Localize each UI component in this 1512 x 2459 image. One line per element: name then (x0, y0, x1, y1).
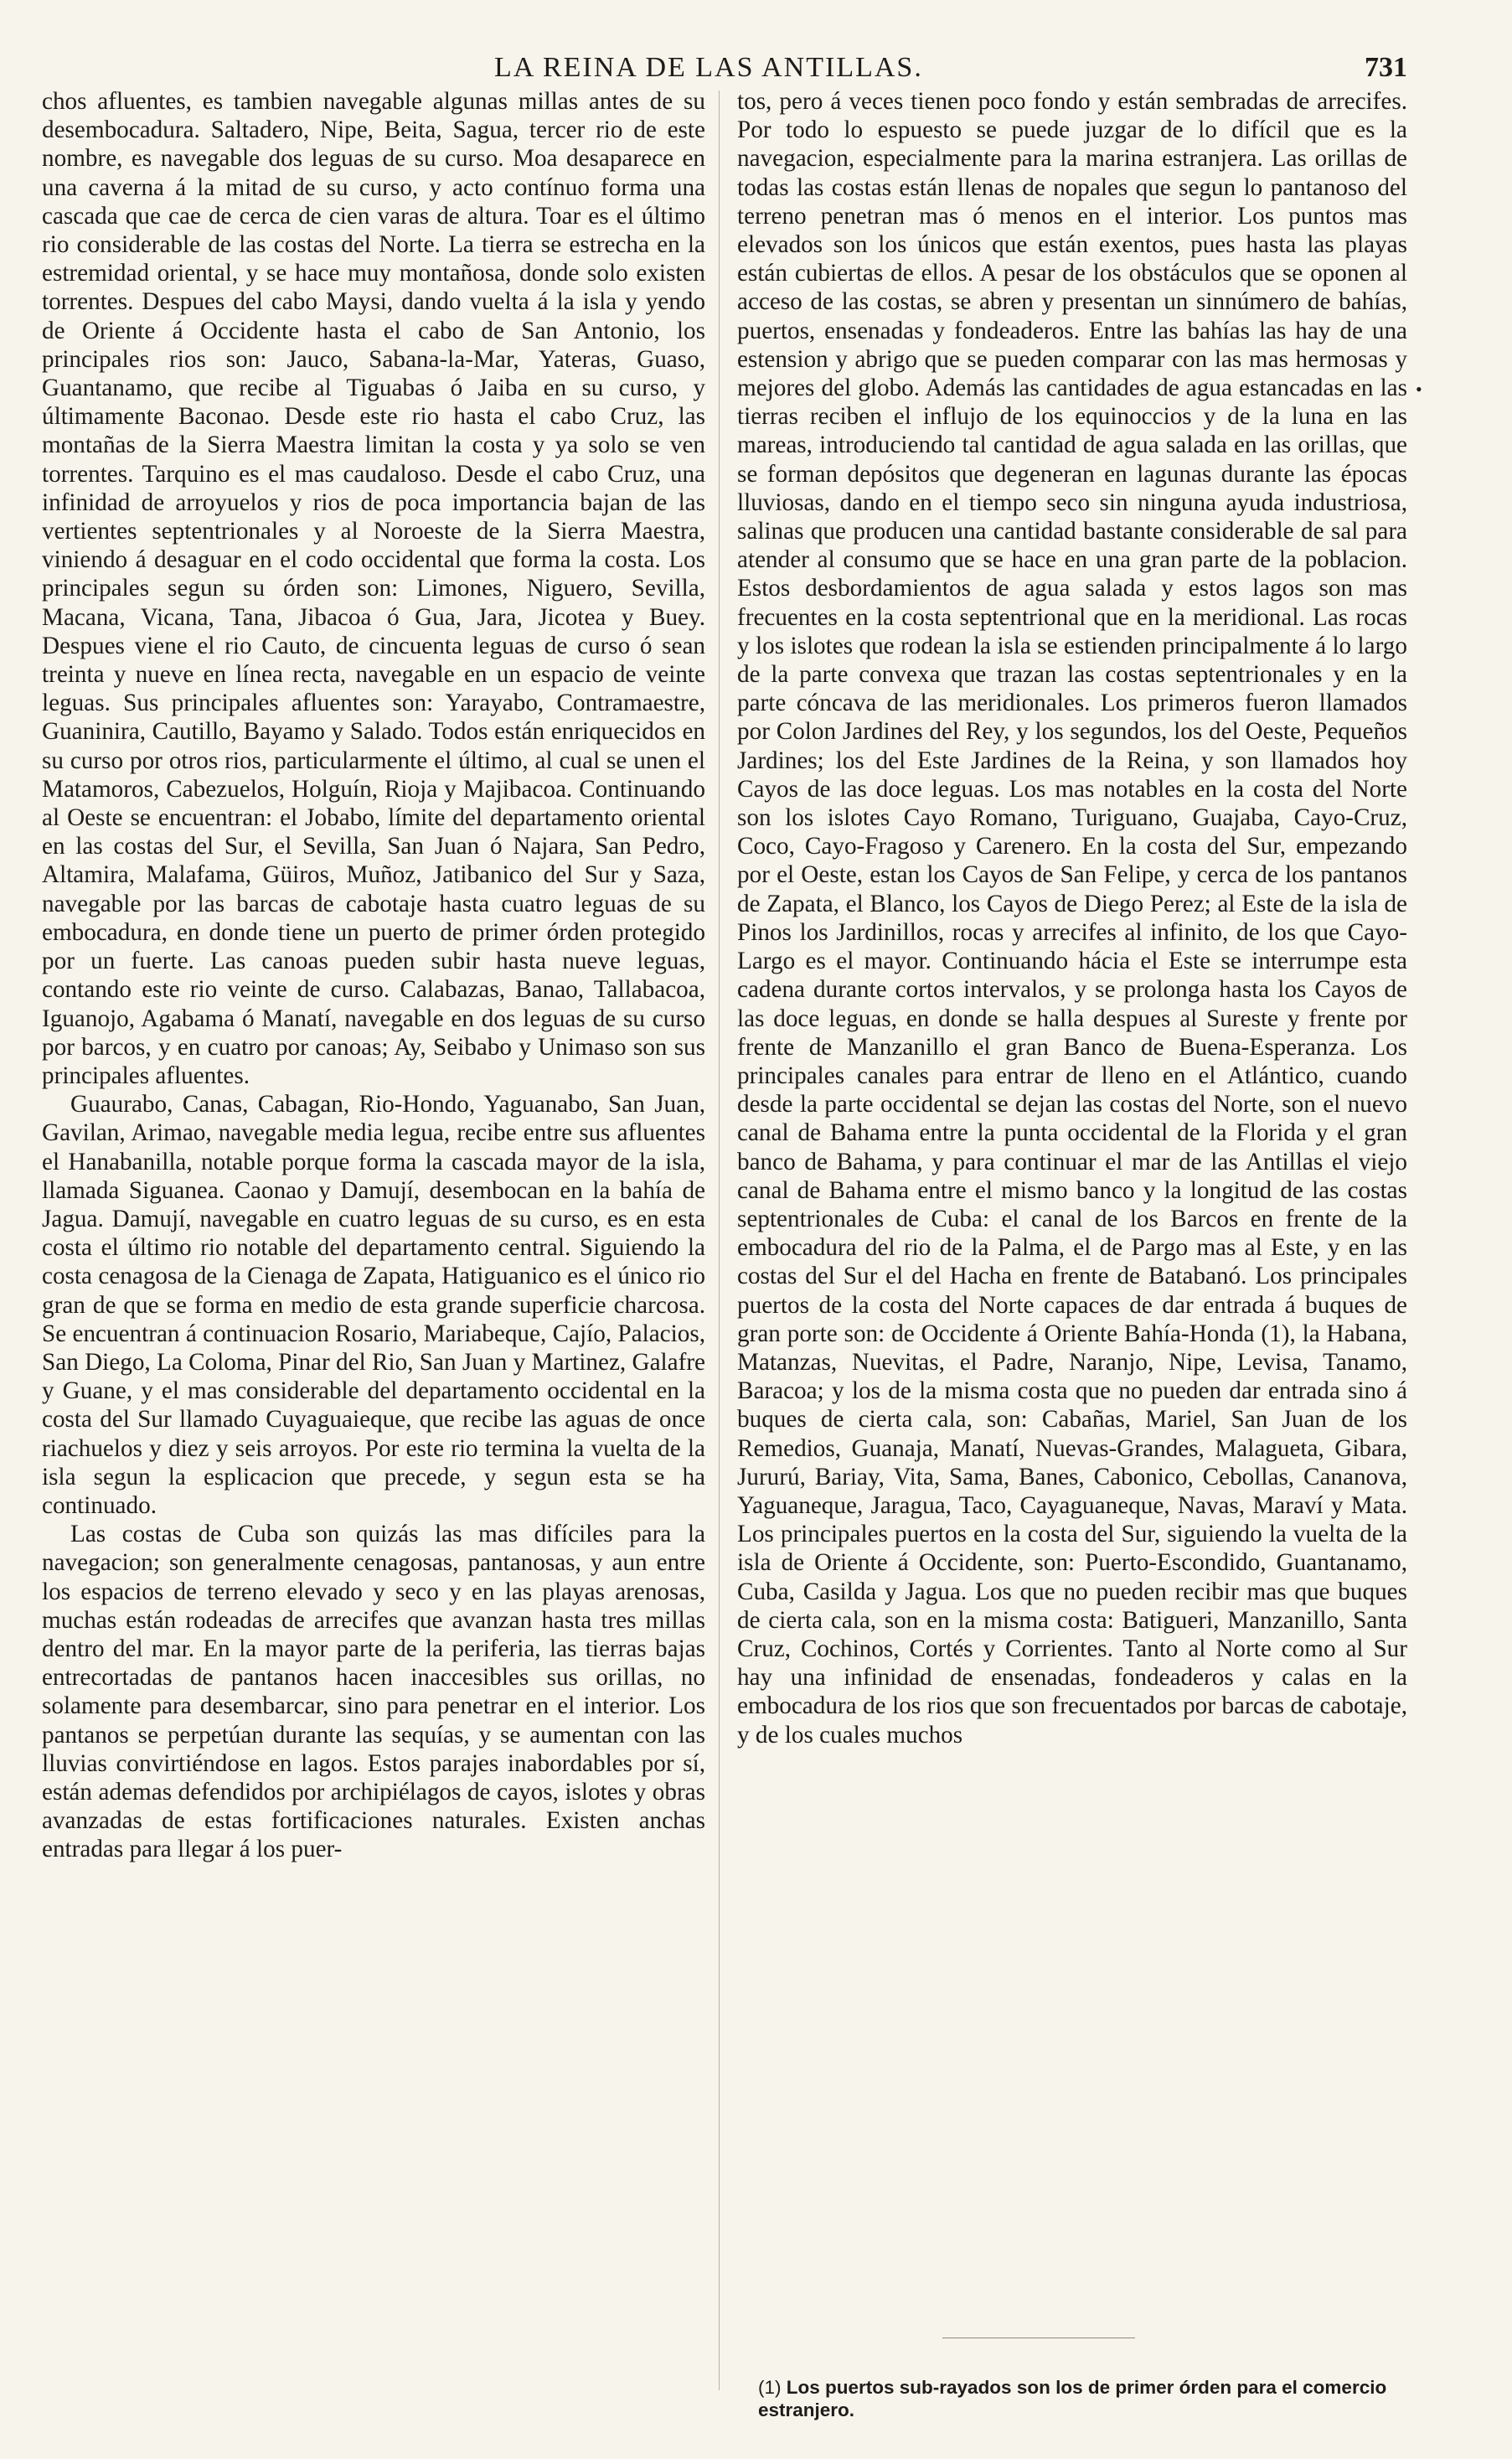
page-header (34, 52, 1407, 89)
paragraph: tos, pero á veces tienen poco fondo y están sembradas de arrecifes. Por todo lo espuesto se puede juzgar de lo difícil que es la navegacion, especialmente para la marina estranjera. Las orillas de todas las costas están llenas de nopales que segun lo pantanoso del terreno penetran mas ó menos en el interior. Los puntos mas elevados son los únicos que están exentos, pues hasta las playas están cubiertas de ellos. A pesar de los obstáculos que se oponen al acceso de las costas, se abren y presentan un sinnúmero de bahías, puertos, ensenadas y fondeaderos. Entre las bahías las hay de una estension y abrigo que se pueden comparar con las mas hermosas y mejores del globo. Además las cantidades de agua estancadas en las tierras reciben el influjo de los equinoccios y de la luna en las mareas, introduciendo tal cantidad de agua salada en las orillas, que se forman depósitos que degeneran en lagunas durante las épocas lluviosas, dando en el tiempo seco sin ninguna ayuda industriosa, salinas que producen una cantidad bastante considerable de sal para atender al consumo que se hace en una gran parte de la poblacion. Estos desbordamientos de agua salada y estos lagos son mas frecuentes en la costa septentrional que en la meridional. Las rocas y los islotes que rodean la isla se estienden principalmente á lo largo de la parte convexa que trazan las costas septentrionales y en la parte cóncava de las meridionales. Los primeros fueron llamados por Colon Jardines del Rey, y los segundos, los del Oeste, Pequeños Jardines; los del Este Jardines de la Reina, y son llamados hoy Cayos de las doce leguas. Los mas notables en la costa del Norte son los islotes Cayo Romano, Turiguano, Guajaba, Cayo-Cruz, Coco, Cayo-Fragoso y Carenero. En la costa del Sur, empezando por el Oeste, estan los Cayos de San Felipe, y cerca de los pantanos de Zapata, el Blanco, los Cayos de Diego Perez; al Este de la isla de Pinos los Jardinillos, rocas y arrecifes al infinito, de los que Cayo-Largo es el mayor. Continuando hácia el Este se interrumpe esta cadena durante cortos intervalos, y se prolonga hasta los Cayos de las doce leguas, en donde se halla despues al Sureste y frente por frente de Manzanillo el gran Banco de Buena-Esperanza. Los principales canales para entrar de lleno en el Atlántico, cuando desde la parte occidental se dejan las costas del Norte, son el nuevo canal de Bahama entre la punta occidental de la Florida y el gran banco de Bahama, y para continuar el mar de las Antillas el viejo canal de Bahama entre el mismo banco y la longitud de las costas septentrionales de Cuba: el canal de los Barcos en frente de la embocadura del rio de la Palma, el de Pargo mas al Este, y en las costas del Sur el del Hacha en frente de Batabanó. Los principales puertos de la costa del Norte capaces de dar entrada á buques de gran porte son: de Occidente á Oriente Bahía-Honda (1), la Habana, Matanzas, Nuevitas, el Padre, Naranjo, Nipe, Levisa, Tanamo, Baracoa; y los de la misma costa que no pueden dar entrada sino á buques de cierta cala, son: Cabañas, Mariel, San Juan de los Remedios, Guanaja, Manatí, Nuevas-Grandes, Malagueta, Gibara, Jururú, Bariay, Vita, Sama, Banes, Cabonico, Cebollas, Cananova, Yaguaneque, Jaragua, Taco, Cayaguaneque, Navas, Maraví y Mata. Los principales puertos en la costa del Sur, siguiendo la vuelta de la isla de Oriente á Occidente, son: Puerto-Escondido, Guantanamo, Cuba, Casilda y Jagua. Los que no pueden recibir mas que buques de cierta cala, son en la misma costa: Batigueri, Manzanillo, Santa Cruz, Cochinos, Cortés y Corrientes. Tanto al Norte como al Sur hay una infinidad de ensenadas, fondeaderos y calas en la embocadura de los rios que son frecuentados por barcas de cabotaje, y de los cuales muchos (737, 88, 1407, 1749)
page-number: 731 (1365, 52, 1407, 83)
paragraph: Guaurabo, Canas, Cabagan, Rio-Hondo, Yaguanabo, San Juan, Gavilan, Arimao, navegable media legua, recibe entre sus afluentes el Hanabanilla, notable porque forma la cascada mayor de la isla, llamada Siguanea. Caonao y Damují, desembocan en la bahía de Jagua. Damují, navegable en cuatro leguas de su curso, es en esta costa el último rio notable del departamento central. Siguiendo la costa cenagosa de la Cienaga de Zapata, Hatiguanico es el único rio gran de que se forma en medio de esta grande superficie charcosa. Se encuentran á continuacion Rosario, Mariabeque, Cajío, Palacios, San Diego, La Coloma, Pinar del Rio, San Juan y Martinez, Galafre y Guane, y el mas considerable del departamento occidental en la costa del Sur llamado Cuyaguaieque, que recibe las aguas de once riachuelos y diez y seis arroyos. Por este rio termina la vuelta de la isla segun la esplicacion que precede, y segun esta se ha continuado. (42, 1091, 705, 1519)
running-title: LA REINA DE LAS ANTILLAS. (494, 52, 923, 83)
footnote-text: Los puertos sub-rayados son los de primer órden para el comercio estranjero. (758, 2377, 1387, 2420)
right-column (737, 87, 1407, 1749)
footnote (758, 2376, 1403, 2421)
paragraph: chos afluentes, es tambien navegable algunas millas antes de su desembocadura. Saltadero, Nipe, Beita, Sagua, tercer rio de este nombre, es navegable dos leguas de su curso. Moa desaparece en una caverna á la mitad de su curso, y acto contínuo forma una cascada que cae de cerca de cien varas de altura. Toar es el último rio considerable de las costas del Norte. La tierra se estrecha en la estremidad oriental, y se hace muy montañosa, donde solo existen torrentes. Despues del cabo Maysi, dando vuelta á la isla y yendo de Oriente á Occidente hasta el cabo de San Antonio, los principales rios son: Jauco, Sabana-la-Mar, Yateras, Guaso, Guantanamo, que recibe al Tiguabas ó Jaiba en su curso, y últimamente Baconao. Desde este rio hasta el cabo Cruz, las montañas de la Sierra Maestra limitan la costa y ya solo se ven torrentes. Tarquino es el mas caudaloso. Desde el cabo Cruz, una infinidad de arroyuelos y rios de poca importancia bajan de las vertientes septentrionales y al Noroeste de la Sierra Maestra, viniendo á desaguar en el codo occidental que forma la costa. Los principales segun su órden son: Limones, Niguero, Sevilla, Macana, Vicana, Tana, Jibacoa ó Gua, Jara, Jicotea y Buey. Despues viene el rio Cauto, de cincuenta leguas de curso ó sean treinta y nueve en línea recta, navegable en un espacio de veinte leguas. Sus principales afluentes son: Yarayabo, Contramaestre, Guaninira, Cautillo, Bayamo y Salado. Todos están enriquecidos en su curso por otros rios, particularmente el último, al cual se unen el Matamoros, Cabezuelos, Holguín, Rioja y Majibacoa. Continuando al Oeste se encuentran: el Jobabo, límite del departamento oriental en las costas del Sur, el Sevilla, San Juan ó Najara, San Pedro, Altamira, Malafama, Güiros, Muñoz, Jatibanico del Sur y Saza, navegable por las barcas de cabotaje hasta cuatro leguas de su embocadura, en donde tiene un puerto de primer órden protegido por un fuerte. Las canoas pueden subir hasta nueve leguas, contando este rio veinte de curso. Calabazas, Banao, Tallabacoa, Iguanojo, Agabama ó Manatí, navegable en dos leguas de su curso por barcos, y en cuatro por canoas; Ay, Seibabo y Unimaso son sus principales afluentes. (42, 88, 705, 1089)
margin-mark: • (1416, 379, 1422, 400)
footnote-marker: (1) (758, 2377, 782, 2398)
paragraph: Las costas de Cuba son quizás las mas difíciles para la navegacion; son generalmente cenagosas, pantanosas, y aun entre los espacios de terreno elevado y seco y en las playas arenosas, muchas están rodeadas de arrecifes que avanzan hasta tres millas dentro del mar. En la mayor parte de la periferia, las tierras bajas entrecortadas de pantanos hacen inaccesibles sus orillas, no solamente para desembarcar, sino para penetrar en el interior. Los pantanos se perpetúan durante las sequías, y se aumentan con las lluvias convirtiéndose en lagos. Estos parajes inabordables por sí, están ademas defendidos por archipiélagos de cayos, islotes y obras avanzadas de estas fortificaciones naturales. Existen anchas entradas para llegar á los puer- (42, 1521, 705, 1863)
left-column (42, 87, 705, 1864)
column-divider (719, 90, 720, 2390)
